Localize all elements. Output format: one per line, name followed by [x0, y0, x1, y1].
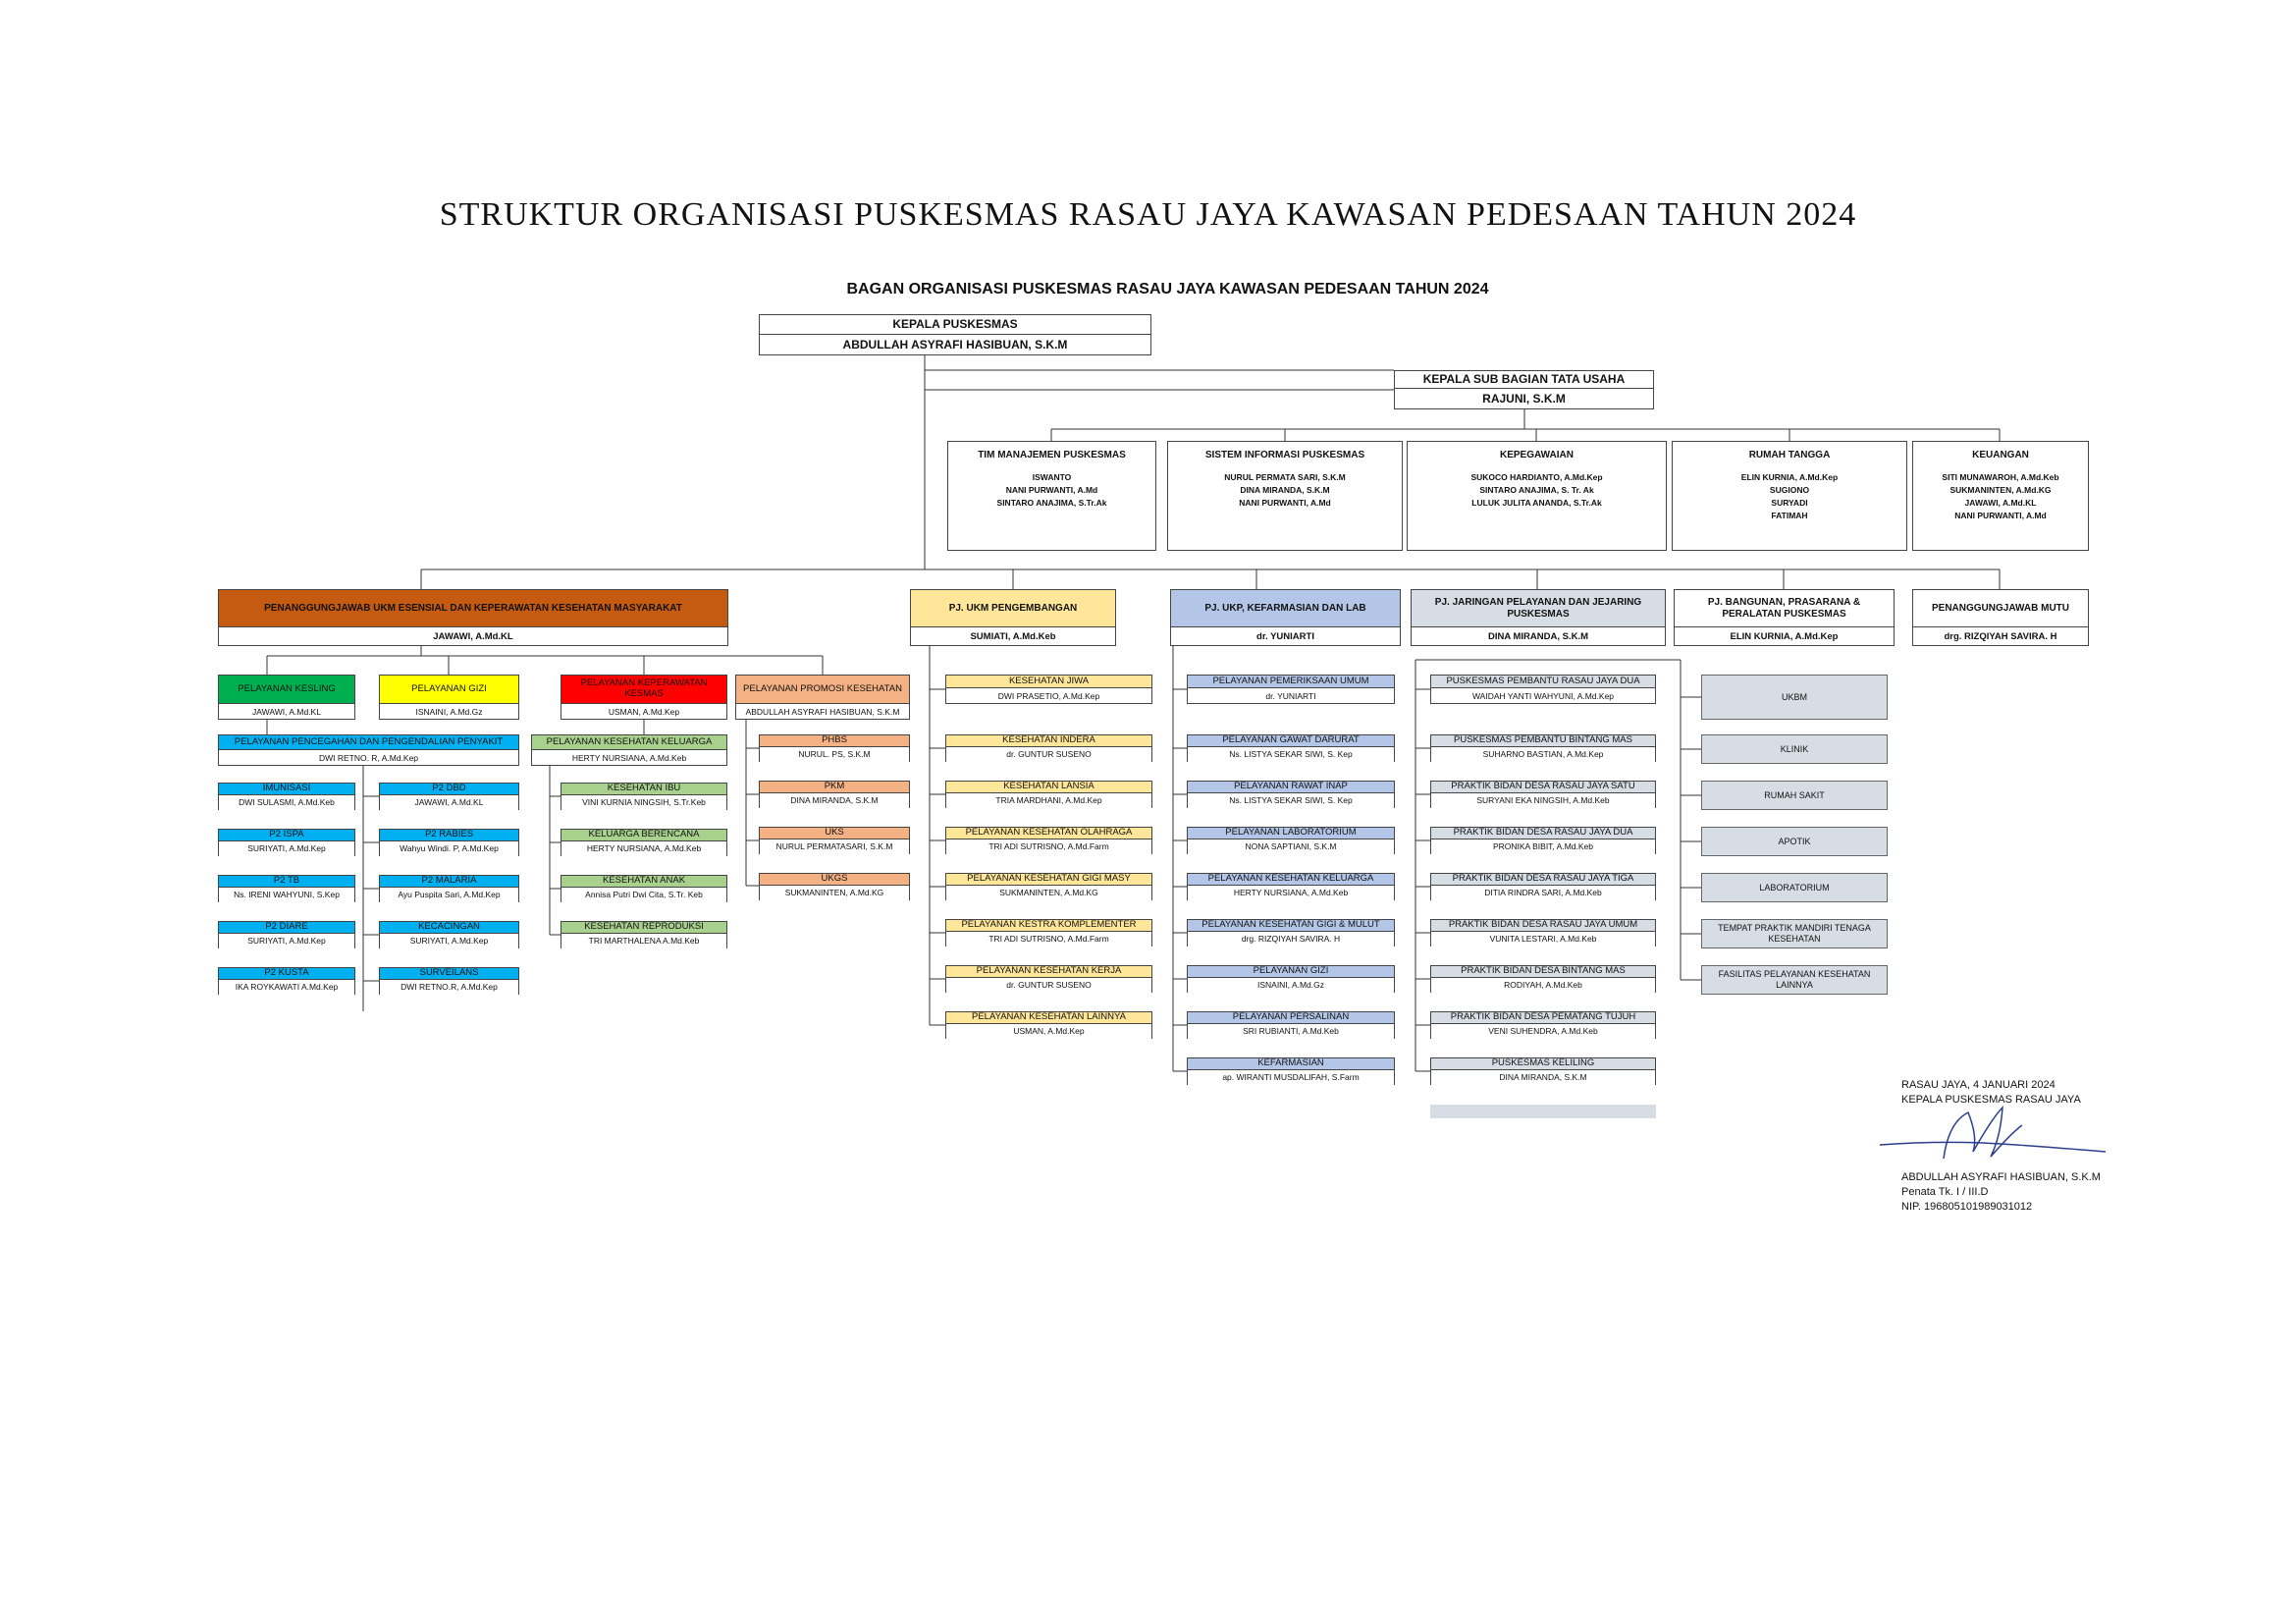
- unit-name: TRIA MARDHANI, A.Md.Kep: [946, 792, 1151, 808]
- unit-name: VINI KURNIA NINGSIH, S.Tr.Keb: [561, 794, 726, 810]
- section-title: PENANGGUNGJAWAB MUTU: [1913, 590, 2088, 626]
- unit-title: PELAYANAN PENCEGAHAN DAN PENGENDALIAN PENYAKIT: [219, 735, 518, 749]
- admin-head-name: RAJUNI, S.K.M: [1395, 388, 1653, 408]
- unit-title: KELUARGA BERENCANA: [561, 830, 726, 840]
- team-member: FATIMAH: [1771, 511, 1808, 520]
- unit-title: KESEHATAN IBU: [561, 784, 726, 794]
- unit-name: DWI PRASETIO, A.Md.Kep: [946, 687, 1151, 703]
- ukp-unit-box: [1187, 873, 1395, 900]
- unit-name: DWI RETNO.R, A.Md.Kep: [380, 979, 518, 995]
- unit-name: HERTY NURSIANA, A.Md.Keb: [1188, 885, 1394, 900]
- unit-name: Ns. LISTYA SEKAR SIWI, S. Kep: [1188, 746, 1394, 762]
- section-name: dr. YUNIARTI: [1171, 626, 1400, 645]
- unit-title: PELAYANAN KESEHATAN KERJA: [946, 966, 1151, 977]
- unit-kesling: [218, 675, 355, 720]
- network-unit-box: [1430, 827, 1656, 854]
- unit-name: SUKMANINTEN, A.Md.KG: [760, 885, 909, 900]
- head-name: ABDULLAH ASYRAFI HASIBUAN, S.K.M: [760, 334, 1150, 354]
- unit-title: P2 MALARIA: [380, 876, 518, 887]
- p2-program-box: [379, 921, 519, 948]
- p2-program-box: [218, 921, 355, 948]
- unit-title: PRAKTIK BIDAN DESA BINTANG MAS: [1431, 966, 1655, 977]
- section-mutu: [1912, 589, 2089, 646]
- unit-keluarga: [531, 734, 727, 766]
- network-unit-box: [1430, 781, 1656, 808]
- unit-title: PELAYANAN GIZI: [1188, 966, 1394, 977]
- family-health-box: [561, 921, 727, 948]
- development-unit-box: [945, 1011, 1152, 1039]
- unit-title: KESEHATAN REPRODUKSI: [561, 922, 726, 933]
- signature-rank: Penata Tk. I / III.D: [1901, 1186, 1989, 1198]
- ukp-unit-box: [1187, 675, 1395, 704]
- unit-title: PRAKTIK BIDAN DESA RASAU JAYA SATU: [1431, 782, 1655, 792]
- admin-head-box: [1394, 370, 1654, 409]
- unit-title: PELAYANAN GIZI: [380, 676, 518, 703]
- signature-nip: NIP. 196805101989031012: [1901, 1201, 2033, 1213]
- unit-title: PELAYANAN KESEHATAN OLAHRAGA: [946, 828, 1151, 839]
- network-unit-box: [1430, 919, 1656, 947]
- unit-title: PRAKTIK BIDAN DESA PEMATANG TUJUH: [1431, 1012, 1655, 1023]
- page-title: STRUKTUR ORGANISASI PUSKESMAS RASAU JAYA KAWASAN PEDESAAN TAHUN 2024: [439, 196, 1857, 233]
- network-unit-box: [1430, 1057, 1656, 1085]
- unit-title: P2 TB: [219, 876, 354, 887]
- head-box: [759, 314, 1151, 355]
- unit-name: NURUL PERMATASARI, S.K.M: [760, 839, 909, 854]
- team-box: [1407, 441, 1667, 551]
- unit-gizi: [379, 675, 519, 720]
- section-name: DINA MIRANDA, S.K.M: [1412, 626, 1665, 645]
- section-title: PJ. BANGUNAN, PRASARANA & PERALATAN PUSKESMAS: [1675, 590, 1894, 626]
- unit-title: PELAYANAN PERSALINAN: [1188, 1012, 1394, 1023]
- unit-name: NURUL. PS, S.K.M: [760, 746, 909, 762]
- team-member: SUKOCO HARDIANTO, A.Md.Kep: [1470, 472, 1603, 482]
- section-title: PJ. UKM PENGEMBANGAN: [911, 590, 1115, 626]
- unit-name: HERTY NURSIANA, A.Md.Keb: [532, 749, 726, 765]
- partner-facility-box: APOTIK: [1701, 827, 1888, 856]
- network-unit-box: [1430, 1011, 1656, 1039]
- signature-name: ABDULLAH ASYRAFI HASIBUAN, S.K.M: [1901, 1171, 2101, 1183]
- team-member: NANI PURWANTI, A.Md: [1239, 498, 1331, 508]
- partner-facility-box: LABORATORIUM: [1701, 873, 1888, 902]
- unit-title: KEFARMASIAN: [1188, 1058, 1394, 1069]
- team-title: TIM MANAJEMEN PUSKESMAS: [978, 449, 1126, 460]
- unit-title: UKGS: [760, 874, 909, 885]
- network-unit-box: [1430, 734, 1656, 762]
- handwritten-signature-icon: [1875, 1098, 2110, 1176]
- unit-name: DINA MIRANDA, S.K.M: [760, 792, 909, 808]
- family-health-box: [561, 829, 727, 856]
- unit-name: dr. GUNTUR SUSENO: [946, 977, 1151, 993]
- development-unit-box: [945, 827, 1152, 854]
- section-ukm-pengembangan: [910, 589, 1116, 646]
- team-member: SINTARO ANAJIMA, S.Tr.Ak: [996, 498, 1107, 508]
- unit-title: P2 RABIES: [380, 830, 518, 840]
- p2-program-box: [218, 829, 355, 856]
- development-unit-box: [945, 734, 1152, 762]
- development-unit-box: [945, 675, 1152, 704]
- unit-perkesmas: [561, 675, 727, 720]
- unit-name: SURIYATI, A.Md.Kep: [219, 933, 354, 948]
- unit-name: TRI MARTHALENA A.Md.Keb: [561, 933, 726, 948]
- unit-name: Ayu Puspita Sari, A.Md.Kep: [380, 887, 518, 902]
- team-title: KEUANGAN: [1972, 449, 2029, 460]
- development-unit-box: [945, 919, 1152, 947]
- p2-program-box: [218, 783, 355, 810]
- team-member: SUKMANINTEN, A.Md.KG: [1949, 485, 2052, 495]
- unit-title: PUSKESMAS KELILING: [1431, 1058, 1655, 1069]
- promkes-program-box: [759, 781, 910, 808]
- unit-title: PKM: [760, 782, 909, 792]
- unit-name: JAWAWI, A.Md.KL: [380, 794, 518, 810]
- team-member: SINTARO ANAJIMA, S. Tr. Ak: [1479, 485, 1594, 495]
- unit-title: PELAYANAN KEPERAWATAN KESMAS: [561, 676, 726, 703]
- unit-name: SURYANI EKA NINGSIH, A.Md.Keb: [1431, 792, 1655, 808]
- signature-position: KEPALA PUSKESMAS RASAU JAYA: [1901, 1094, 2081, 1106]
- section-name: SUMIATI, A.Md.Keb: [911, 626, 1115, 645]
- unit-title: PHBS: [760, 735, 909, 746]
- network-unit-box: [1430, 675, 1656, 704]
- unit-name: Wahyu Windi. P, A.Md.Kep: [380, 840, 518, 856]
- p2-program-box: [379, 967, 519, 995]
- unit-name: IKA ROYKAWATI A.Md.Kep: [219, 979, 354, 995]
- section-jaringan: [1411, 589, 1666, 646]
- unit-name: SUKMANINTEN, A.Md.KG: [946, 885, 1151, 900]
- unit-title: PELAYANAN KESEHATAN GIGI & MULUT: [1188, 920, 1394, 931]
- ukp-unit-box: [1187, 965, 1395, 993]
- team-member: NANI PURWANTI, A.Md: [1005, 485, 1098, 495]
- unit-title: P2 ISPA: [219, 830, 354, 840]
- section-title: PJ. JARINGAN PELAYANAN DAN JEJARING PUSKESMAS: [1412, 590, 1665, 626]
- unit-name: ABDULLAH ASYRAFI HASIBUAN, S.K.M: [736, 703, 909, 719]
- unit-name: Ns. IRENI WAHYUNI, S.Kep: [219, 887, 354, 902]
- team-box: [1167, 441, 1403, 551]
- p2-program-box: [218, 875, 355, 902]
- development-unit-box: [945, 781, 1152, 808]
- team-member: JAWAWI, A.Md.KL: [1964, 498, 2037, 508]
- admin-head-title: KEPALA SUB BAGIAN TATA USAHA: [1422, 371, 1626, 386]
- unit-title: PUSKESMAS PEMBANTU BINTANG MAS: [1431, 735, 1655, 746]
- unit-title: PELAYANAN RAWAT INAP: [1188, 782, 1394, 792]
- unit-title: PELAYANAN GAWAT DARURAT: [1188, 735, 1394, 746]
- unit-name: JAWAWI, A.Md.KL: [219, 703, 354, 719]
- unit-name: SURIYATI, A.Md.Kep: [380, 933, 518, 948]
- unit-title: IMUNISASI: [219, 784, 354, 794]
- p2-program-box: [379, 829, 519, 856]
- section-name: JAWAWI, A.Md.KL: [219, 626, 727, 645]
- unit-name: PRONIKA BIBIT, A.Md.Keb: [1431, 839, 1655, 854]
- unit-name: SRI RUBIANTI, A.Md.Keb: [1188, 1023, 1394, 1039]
- development-unit-box: [945, 873, 1152, 900]
- p2-program-box: [379, 783, 519, 810]
- unit-name: drg. RIZQIYAH SAVIRA. H: [1188, 931, 1394, 947]
- unit-name: dr. GUNTUR SUSENO: [946, 746, 1151, 762]
- unit-name: SURIYATI, A.Md.Kep: [219, 840, 354, 856]
- section-bangunan: [1674, 589, 1895, 646]
- unit-title: KESEHATAN ANAK: [561, 876, 726, 887]
- network-unit-box: [1430, 965, 1656, 993]
- unit-title: PELAYANAN KESTRA KOMPLEMENTER: [946, 920, 1151, 931]
- unit-name: VENI SUHENDRA, A.Md.Keb: [1431, 1023, 1655, 1039]
- unit-title: PUSKESMAS PEMBANTU RASAU JAYA DUA: [1431, 676, 1655, 687]
- unit-title: PRAKTIK BIDAN DESA RASAU JAYA DUA: [1431, 828, 1655, 839]
- unit-name: DWI SULASMI, A.Md.Keb: [219, 794, 354, 810]
- section-name: ELIN KURNIA, A.Md.Kep: [1675, 626, 1894, 645]
- unit-name: TRI ADI SUTRISNO, A.Md.Farm: [946, 839, 1151, 854]
- unit-title: PELAYANAN KESEHATAN GIGI MASY: [946, 874, 1151, 885]
- team-title: RUMAH TANGGA: [1748, 449, 1831, 460]
- unit-name: ISNAINI, A.Md.Gz: [1188, 977, 1394, 993]
- p2-program-box: [379, 875, 519, 902]
- partner-facility-box: RUMAH SAKIT: [1701, 781, 1888, 810]
- unit-name: DWI RETNO. R, A.Md.Kep: [219, 749, 518, 765]
- team-title: SISTEM INFORMASI PUSKESMAS: [1204, 449, 1365, 460]
- unit-title: PRAKTIK BIDAN DESA RASAU JAYA TIGA: [1431, 874, 1655, 885]
- unit-name: NONA SAPTIANI, S.K.M: [1188, 839, 1394, 854]
- unit-title: UKS: [760, 828, 909, 839]
- partner-facility-box: TEMPAT PRAKTIK MANDIRI TENAGA KESEHATAN: [1701, 919, 1888, 948]
- chart-subtitle: BAGAN ORGANISASI PUSKESMAS RASAU JAYA KAWASAN PEDESAAN TAHUN 2024: [846, 281, 1489, 298]
- unit-name: USMAN, A.Md.Kep: [946, 1023, 1151, 1039]
- unit-name: DINA MIRANDA, S.K.M: [1431, 1069, 1655, 1085]
- unit-title: SURVEILANS: [380, 968, 518, 979]
- ukp-unit-box: [1187, 781, 1395, 808]
- unit-title: PELAYANAN LABORATORIUM: [1188, 828, 1394, 839]
- unit-name: SUHARNO BASTIAN, A.Md.Kep: [1431, 746, 1655, 762]
- unit-title: KECACINGAN: [380, 922, 518, 933]
- section-name: drg. RIZQIYAH SAVIRA. H: [1913, 626, 2088, 645]
- team-member: SURYADI: [1771, 498, 1808, 508]
- network-unit-box: [1430, 873, 1656, 900]
- promkes-program-box: [759, 873, 910, 900]
- partner-facility-box: KLINIK: [1701, 734, 1888, 764]
- unit-name: DITIA RINDRA SARI, A.Md.Keb: [1431, 885, 1655, 900]
- signature-place-date: RASAU JAYA, 4 JANUARI 2024: [1901, 1079, 2056, 1091]
- team-member: ISWANTO: [1032, 472, 1072, 482]
- unit-title: PELAYANAN PEMERIKSAAN UMUM: [1188, 676, 1394, 687]
- promkes-program-box: [759, 734, 910, 762]
- unit-title: KESEHATAN INDERA: [946, 735, 1151, 746]
- head-title: KEPALA PUSKESMAS: [892, 316, 1018, 331]
- unit-name: RODIYAH, A.Md.Keb: [1431, 977, 1655, 993]
- unit-promkes: [735, 675, 910, 720]
- unit-p2p: [218, 734, 519, 766]
- team-member: DINA MIRANDA, S.K.M: [1240, 485, 1330, 495]
- partner-facility-box: FASILITAS PELAYANAN KESEHATAN LAINNYA: [1701, 965, 1888, 995]
- family-health-box: [561, 875, 727, 902]
- unit-title: P2 KUSTA: [219, 968, 354, 979]
- unit-title: PELAYANAN KESEHATAN LAINNYA: [946, 1012, 1151, 1023]
- ukp-unit-box: [1187, 827, 1395, 854]
- unit-name: TRI ADI SUTRISNO, A.Md.Farm: [946, 931, 1151, 947]
- team-member: SUGIONO: [1769, 485, 1810, 495]
- unit-name: VUNITA LESTARI, A.Md.Keb: [1431, 931, 1655, 947]
- unit-name: ISNAINI, A.Md.Gz: [380, 703, 518, 719]
- team-box: [947, 441, 1156, 551]
- signature-footer: [1901, 1170, 2101, 1215]
- ukp-unit-box: [1187, 919, 1395, 947]
- unit-name: Ns. LISTYA SEKAR SIWI, S. Kep: [1188, 792, 1394, 808]
- unit-name: Annisa Putri Dwi Cita, S.Tr. Keb: [561, 887, 726, 902]
- unit-title: KESEHATAN JIWA: [946, 676, 1151, 687]
- unit-name: WAIDAH YANTI WAHYUNI, A.Md.Kep: [1431, 687, 1655, 703]
- ukp-unit-box: [1187, 734, 1395, 762]
- unit-title: PRAKTIK BIDAN DESA RASAU JAYA UMUM: [1431, 920, 1655, 931]
- section-ukm-esensial: [218, 589, 728, 646]
- network-filler-bar: [1430, 1105, 1656, 1118]
- promkes-program-box: [759, 827, 910, 854]
- unit-name: USMAN, A.Md.Kep: [561, 703, 726, 719]
- unit-title: PELAYANAN PROMOSI KESEHATAN: [736, 676, 909, 703]
- team-member: NURUL PERMATA SARI, S.K.M: [1224, 472, 1346, 482]
- team-member: NANI PURWANTI, A.Md: [1954, 511, 2047, 520]
- development-unit-box: [945, 965, 1152, 993]
- ukp-unit-box: [1187, 1057, 1395, 1085]
- team-member: ELIN KURNIA, A.Md.Kep: [1740, 472, 1839, 482]
- p2-program-box: [218, 967, 355, 995]
- section-title: PENANGGUNGJAWAB UKM ESENSIAL DAN KEPERAWATAN KESEHATAN MASYARAKAT: [219, 590, 727, 626]
- unit-title: PELAYANAN KESEHATAN KELUARGA: [1188, 874, 1394, 885]
- team-member: LULUK JULITA ANANDA, S.Tr.Ak: [1471, 498, 1602, 508]
- team-box: [1912, 441, 2089, 551]
- unit-name: dr. YUNIARTI: [1188, 687, 1394, 703]
- unit-title: P2 DBD: [380, 784, 518, 794]
- section-title: PJ. UKP, KEFARMASIAN DAN LAB: [1171, 590, 1400, 626]
- ukp-unit-box: [1187, 1011, 1395, 1039]
- partner-facility-box: UKBM: [1701, 675, 1888, 720]
- unit-name: ap. WIRANTI MUSDALIFAH, S.Farm: [1188, 1069, 1394, 1085]
- unit-title: P2 DIARE: [219, 922, 354, 933]
- team-member: SITI MUNAWAROH, A.Md.Keb: [1942, 472, 2059, 482]
- section-ukp: [1170, 589, 1401, 646]
- unit-name: HERTY NURSIANA, A.Md.Keb: [561, 840, 726, 856]
- team-title: KEPEGAWAIAN: [1499, 449, 1574, 460]
- team-box: [1672, 441, 1907, 551]
- family-health-box: [561, 783, 727, 810]
- unit-title: PELAYANAN KESLING: [219, 676, 354, 703]
- unit-title: PELAYANAN KESEHATAN KELUARGA: [532, 735, 726, 749]
- unit-title: KESEHATAN LANSIA: [946, 782, 1151, 792]
